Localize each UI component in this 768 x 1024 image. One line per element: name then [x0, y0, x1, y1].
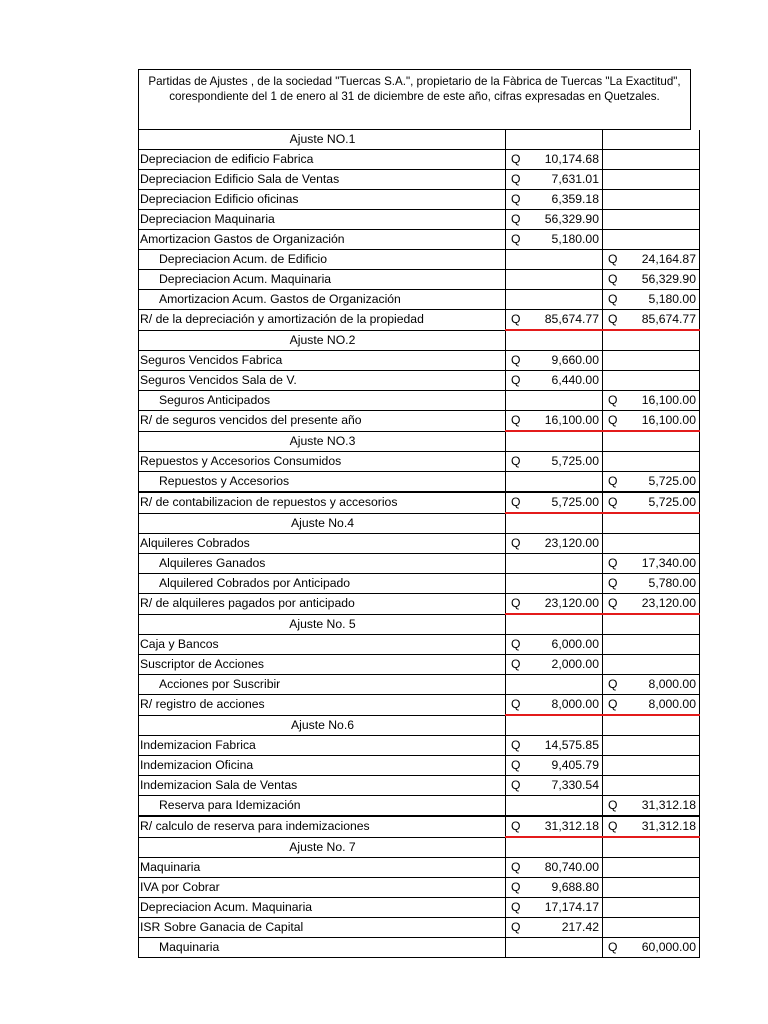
- debit-cell: [506, 837, 603, 858]
- adjustments-table: [138, 130, 700, 958]
- section-title: Ajuste No.4: [139, 513, 506, 534]
- currency-symbol: Q: [608, 819, 618, 833]
- currency-symbol: Q: [511, 413, 521, 427]
- currency-symbol: Q: [511, 454, 521, 468]
- debit-cell: [506, 513, 603, 534]
- sheet-title: Partidas de Ajustes , de la sociedad "Tuercas S.A.", propietario de la Fàbrica de Tuercas "La Exactitud", corespondiente del 1 de enero al 31 de diciembre de este año, cifras expresadas en Quetzales.: [138, 69, 691, 130]
- currency-symbol: Q: [511, 212, 521, 226]
- account-name: Seguros Vencidos Sala de V.: [139, 371, 506, 391]
- debit-cell: [506, 554, 603, 574]
- currency-symbol: Q: [608, 252, 618, 266]
- currency-symbol: Q: [511, 657, 521, 671]
- section-header-row: [139, 330, 700, 351]
- section-title: Ajuste No. 7: [139, 837, 506, 858]
- credit-cell: [603, 878, 700, 898]
- account-name: Depreciacion Acum. de Edificio: [139, 250, 506, 270]
- credit-cell: [603, 310, 700, 331]
- credit-cell: [603, 150, 700, 170]
- account-name: Indemizacion Oficina: [139, 756, 506, 776]
- section-title: Ajuste No. 5: [139, 614, 506, 635]
- credit-cell: [603, 391, 700, 411]
- account-name: R/ de contabilizacion de repuestos y accesorios: [139, 492, 506, 513]
- account-name: Caja y Bancos: [139, 635, 506, 655]
- debit-cell: [506, 371, 603, 391]
- currency-symbol: Q: [511, 192, 521, 206]
- section-title: Ajuste NO.1: [139, 130, 506, 150]
- credit-cell: [603, 210, 700, 230]
- debit-cell: [506, 816, 603, 837]
- debit-amount: 5,725.00: [551, 495, 599, 509]
- currency-symbol: Q: [511, 738, 521, 752]
- entry-row: [139, 391, 700, 411]
- debit-amount: 9,688.80: [551, 880, 599, 894]
- debit-cell: [506, 858, 603, 878]
- credit-amount: 60,000.00: [641, 940, 696, 954]
- entry-row: [139, 472, 700, 493]
- credit-amount: 8,000.00: [648, 677, 696, 691]
- debit-cell: [506, 898, 603, 918]
- account-name: Alquileres Cobrados: [139, 534, 506, 554]
- debit-amount: 5,180.00: [551, 232, 599, 246]
- credit-amount: 16,100.00: [641, 393, 696, 407]
- account-name: Seguros Vencidos Fabrica: [139, 351, 506, 371]
- entry-row: [139, 452, 700, 472]
- debit-amount: 23,120.00: [544, 596, 599, 610]
- credit-cell: [603, 330, 700, 351]
- credit-cell: [603, 675, 700, 695]
- account-name: R/ de seguros vencidos del presente año: [139, 411, 506, 432]
- currency-symbol: Q: [511, 312, 521, 326]
- entry-row: [139, 796, 700, 817]
- currency-symbol: Q: [608, 677, 618, 691]
- entry-row: [139, 351, 700, 371]
- section-title: Ajuste NO.2: [139, 330, 506, 351]
- debit-amount: 6,359.18: [551, 192, 599, 206]
- currency-symbol: Q: [608, 312, 618, 326]
- total-row: [139, 411, 700, 432]
- debit-cell: [506, 918, 603, 938]
- entry-row: [139, 574, 700, 594]
- credit-cell: [603, 837, 700, 858]
- debit-cell: [506, 655, 603, 675]
- currency-symbol: Q: [511, 536, 521, 550]
- debit-cell: [506, 675, 603, 695]
- currency-symbol: Q: [608, 393, 618, 407]
- debit-cell: [506, 776, 603, 796]
- debit-cell: [506, 431, 603, 452]
- credit-cell: [603, 594, 700, 615]
- debit-cell: [506, 270, 603, 290]
- currency-symbol: Q: [511, 778, 521, 792]
- credit-cell: [603, 816, 700, 837]
- total-row: [139, 310, 700, 331]
- account-name: Seguros Anticipados: [139, 391, 506, 411]
- credit-cell: [603, 452, 700, 472]
- debit-amount: 217.42: [561, 920, 599, 934]
- credit-cell: [603, 574, 700, 594]
- debit-amount: 9,405.79: [551, 758, 599, 772]
- section-title: Ajuste NO.3: [139, 431, 506, 452]
- debit-cell: [506, 715, 603, 736]
- currency-symbol: Q: [608, 596, 618, 610]
- credit-cell: [603, 130, 700, 150]
- credit-cell: [603, 858, 700, 878]
- total-row: [139, 816, 700, 837]
- entry-row: [139, 190, 700, 210]
- currency-symbol: Q: [608, 940, 618, 954]
- account-name: Depreciacion Edificio Sala de Ventas: [139, 170, 506, 190]
- section-header-row: [139, 431, 700, 452]
- credit-amount: 31,312.18: [641, 819, 696, 833]
- debit-amount: 5,725.00: [551, 454, 599, 468]
- debit-cell: [506, 736, 603, 756]
- entry-row: [139, 918, 700, 938]
- account-name: R/ calculo de reserva para indemizaciones: [139, 816, 506, 837]
- debit-cell: [506, 534, 603, 554]
- debit-amount: 6,440.00: [551, 373, 599, 387]
- account-name: Depreciacion Acum. Maquinaria: [139, 898, 506, 918]
- credit-cell: [603, 796, 700, 817]
- debit-cell: [506, 452, 603, 472]
- credit-cell: [603, 736, 700, 756]
- debit-cell: [506, 796, 603, 817]
- currency-symbol: Q: [511, 920, 521, 934]
- currency-symbol: Q: [608, 272, 618, 286]
- debit-cell: [506, 210, 603, 230]
- entry-row: [139, 756, 700, 776]
- section-header-row: [139, 130, 700, 150]
- credit-amount: 31,312.18: [641, 798, 696, 812]
- currency-symbol: Q: [608, 413, 618, 427]
- total-row: [139, 492, 700, 513]
- debit-cell: [506, 574, 603, 594]
- credit-amount: 5,725.00: [648, 474, 696, 488]
- account-name: Maquinaria: [139, 938, 506, 958]
- entry-row: [139, 554, 700, 574]
- credit-cell: [603, 776, 700, 796]
- account-name: R/ de alquileres pagados por anticipado: [139, 594, 506, 615]
- account-name: Maquinaria: [139, 858, 506, 878]
- credit-amount: 5,725.00: [648, 495, 696, 509]
- account-name: Amortizacion Acum. Gastos de Organización: [139, 290, 506, 310]
- debit-amount: 85,674.77: [544, 312, 599, 326]
- debit-cell: [506, 492, 603, 513]
- credit-cell: [603, 411, 700, 432]
- debit-amount: 8,000.00: [551, 697, 599, 711]
- debit-cell: [506, 230, 603, 250]
- entry-row: [139, 210, 700, 230]
- currency-symbol: Q: [608, 798, 618, 812]
- currency-symbol: Q: [511, 637, 521, 651]
- account-name: Alquilered Cobrados por Anticipado: [139, 574, 506, 594]
- section-title: Ajuste No.6: [139, 715, 506, 736]
- credit-cell: [603, 695, 700, 716]
- account-name: Depreciacion de edificio Fabrica: [139, 150, 506, 170]
- credit-cell: [603, 554, 700, 574]
- currency-symbol: Q: [511, 353, 521, 367]
- credit-cell: [603, 938, 700, 958]
- currency-symbol: Q: [511, 596, 521, 610]
- journal-sheet: [138, 69, 696, 958]
- credit-amount: 17,340.00: [641, 556, 696, 570]
- debit-cell: [506, 290, 603, 310]
- credit-cell: [603, 614, 700, 635]
- credit-amount: 85,674.77: [641, 312, 696, 326]
- entry-row: [139, 534, 700, 554]
- account-name: Repuestos y Accesorios: [139, 472, 506, 493]
- currency-symbol: Q: [511, 152, 521, 166]
- credit-cell: [603, 170, 700, 190]
- entry-row: [139, 150, 700, 170]
- debit-cell: [506, 170, 603, 190]
- entry-row: [139, 736, 700, 756]
- currency-symbol: Q: [511, 900, 521, 914]
- entry-row: [139, 898, 700, 918]
- account-name: Indemizacion Sala de Ventas: [139, 776, 506, 796]
- debit-cell: [506, 878, 603, 898]
- debit-cell: [506, 614, 603, 635]
- debit-cell: [506, 130, 603, 150]
- entry-row: [139, 270, 700, 290]
- entry-row: [139, 250, 700, 270]
- credit-cell: [603, 250, 700, 270]
- debit-amount: 14,575.85: [544, 738, 599, 752]
- debit-cell: [506, 635, 603, 655]
- debit-cell: [506, 310, 603, 331]
- credit-cell: [603, 431, 700, 452]
- account-name: Indemizacion Fabrica: [139, 736, 506, 756]
- currency-symbol: Q: [608, 495, 618, 509]
- debit-amount: 6,000.00: [551, 637, 599, 651]
- credit-amount: 16,100.00: [641, 413, 696, 427]
- account-name: Alquileres Ganados: [139, 554, 506, 574]
- entry-row: [139, 371, 700, 391]
- total-row: [139, 695, 700, 716]
- entry-row: [139, 290, 700, 310]
- credit-amount: 5,180.00: [648, 292, 696, 306]
- credit-cell: [603, 371, 700, 391]
- currency-symbol: Q: [608, 576, 618, 590]
- debit-amount: 16,100.00: [544, 413, 599, 427]
- table-body: [139, 130, 700, 958]
- credit-cell: [603, 290, 700, 310]
- credit-cell: [603, 513, 700, 534]
- entry-row: [139, 858, 700, 878]
- entry-row: [139, 776, 700, 796]
- debit-cell: [506, 391, 603, 411]
- currency-symbol: Q: [511, 232, 521, 246]
- entry-row: [139, 675, 700, 695]
- debit-cell: [506, 472, 603, 493]
- section-header-row: [139, 837, 700, 858]
- entry-row: [139, 635, 700, 655]
- entry-row: [139, 878, 700, 898]
- currency-symbol: Q: [511, 819, 521, 833]
- debit-amount: 56,329.90: [544, 212, 599, 226]
- debit-cell: [506, 190, 603, 210]
- credit-cell: [603, 756, 700, 776]
- debit-cell: [506, 411, 603, 432]
- debit-cell: [506, 330, 603, 351]
- currency-symbol: Q: [511, 880, 521, 894]
- debit-amount: 9,660.00: [551, 353, 599, 367]
- debit-cell: [506, 695, 603, 716]
- account-name: Depreciacion Acum. Maquinaria: [139, 270, 506, 290]
- credit-cell: [603, 190, 700, 210]
- debit-cell: [506, 756, 603, 776]
- credit-cell: [603, 635, 700, 655]
- account-name: ISR Sobre Ganacia de Capital: [139, 918, 506, 938]
- credit-amount: 23,120.00: [641, 596, 696, 610]
- debit-amount: 7,631.01: [551, 172, 599, 186]
- credit-cell: [603, 270, 700, 290]
- section-header-row: [139, 614, 700, 635]
- currency-symbol: Q: [511, 697, 521, 711]
- credit-amount: 24,164.87: [641, 252, 696, 266]
- debit-cell: [506, 594, 603, 615]
- credit-amount: 5,780.00: [648, 576, 696, 590]
- currency-symbol: Q: [608, 292, 618, 306]
- credit-cell: [603, 492, 700, 513]
- currency-symbol: Q: [608, 474, 618, 488]
- account-name: R/ registro de acciones: [139, 695, 506, 716]
- debit-amount: 7,330.54: [551, 778, 599, 792]
- account-name: Depreciacion Maquinaria: [139, 210, 506, 230]
- credit-cell: [603, 472, 700, 493]
- section-header-row: [139, 513, 700, 534]
- debit-cell: [506, 351, 603, 371]
- credit-cell: [603, 898, 700, 918]
- account-name: Suscriptor de Acciones: [139, 655, 506, 675]
- credit-cell: [603, 230, 700, 250]
- entry-row: [139, 938, 700, 958]
- currency-symbol: Q: [511, 860, 521, 874]
- credit-cell: [603, 655, 700, 675]
- debit-amount: 2,000.00: [551, 657, 599, 671]
- debit-cell: [506, 150, 603, 170]
- account-name: R/ de la depreciación y amortización de la propiedad: [139, 310, 506, 331]
- currency-symbol: Q: [511, 758, 521, 772]
- account-name: IVA por Cobrar: [139, 878, 506, 898]
- currency-symbol: Q: [511, 373, 521, 387]
- debit-amount: 80,740.00: [544, 860, 599, 874]
- entry-row: [139, 230, 700, 250]
- credit-cell: [603, 715, 700, 736]
- debit-amount: 10,174.68: [544, 152, 599, 166]
- credit-amount: 8,000.00: [648, 697, 696, 711]
- credit-amount: 56,329.90: [641, 272, 696, 286]
- entry-row: [139, 655, 700, 675]
- debit-amount: 23,120.00: [544, 536, 599, 550]
- currency-symbol: Q: [511, 495, 521, 509]
- debit-cell: [506, 250, 603, 270]
- credit-cell: [603, 351, 700, 371]
- total-row: [139, 594, 700, 615]
- entry-row: [139, 170, 700, 190]
- account-name: Depreciacion Edificio oficinas: [139, 190, 506, 210]
- account-name: Repuestos y Accesorios Consumidos: [139, 452, 506, 472]
- account-name: Acciones por Suscribir: [139, 675, 506, 695]
- currency-symbol: Q: [608, 697, 618, 711]
- debit-amount: 31,312.18: [544, 819, 599, 833]
- section-header-row: [139, 715, 700, 736]
- debit-amount: 17,174.17: [544, 900, 599, 914]
- credit-cell: [603, 534, 700, 554]
- account-name: Amortizacion Gastos de Organización: [139, 230, 506, 250]
- currency-symbol: Q: [608, 556, 618, 570]
- debit-cell: [506, 938, 603, 958]
- account-name: Reserva para Idemización: [139, 796, 506, 817]
- credit-cell: [603, 918, 700, 938]
- currency-symbol: Q: [511, 172, 521, 186]
